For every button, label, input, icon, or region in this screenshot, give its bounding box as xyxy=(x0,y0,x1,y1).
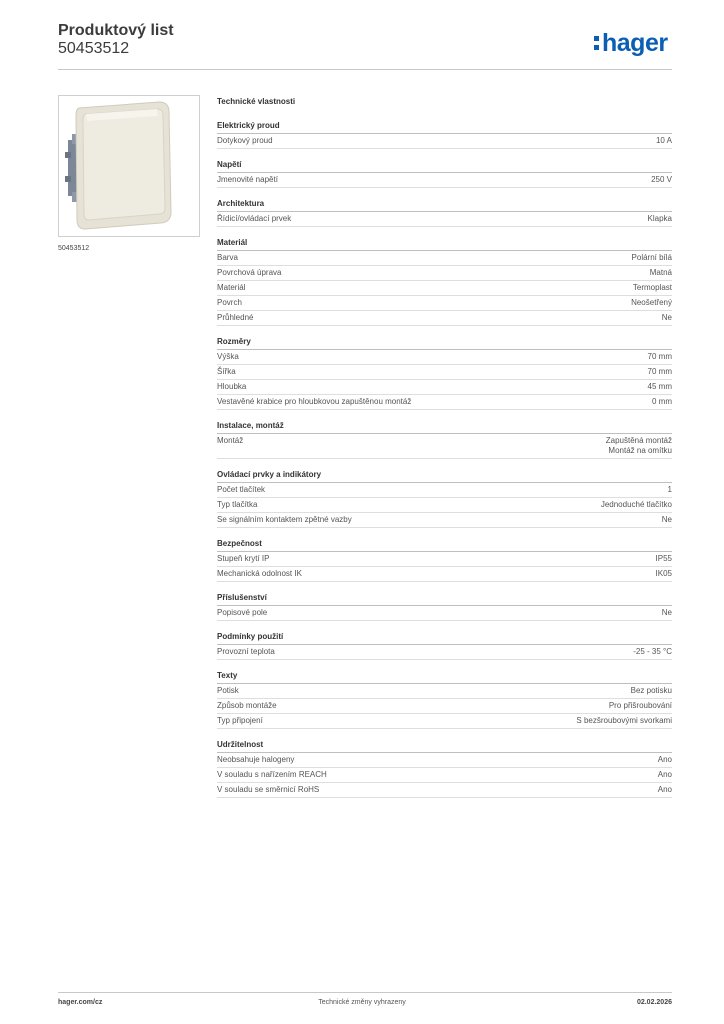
spec-value xyxy=(658,770,672,780)
spec-group xyxy=(217,120,672,149)
spec-row xyxy=(217,645,672,660)
spec-value-line: S bezšroubovými svorkami xyxy=(576,716,672,725)
spec-row xyxy=(217,684,672,699)
spec-value-line: Ne xyxy=(661,313,672,322)
spec-label: Stupeň krytí IP xyxy=(217,554,270,563)
spec-label: Montáž xyxy=(217,436,244,445)
spec-row xyxy=(217,380,672,395)
spec-label: Jmenovité napětí xyxy=(217,175,278,184)
spec-value-line: Ne xyxy=(661,515,672,524)
spec-value xyxy=(648,214,672,224)
spec-value xyxy=(650,268,672,278)
spec-row xyxy=(217,483,672,498)
spec-value xyxy=(601,500,672,510)
spec-label: Způsob montáže xyxy=(217,701,277,710)
spec-row xyxy=(217,552,672,567)
spec-row xyxy=(217,567,672,582)
spec-value xyxy=(656,136,672,146)
spec-value xyxy=(648,382,672,392)
spec-value xyxy=(662,515,672,525)
spec-value-line: Jednoduché tlačítko xyxy=(600,500,672,509)
spec-value xyxy=(662,313,672,323)
spec-group-title: Rozměry xyxy=(217,336,672,350)
spec-value-line: 70 mm xyxy=(647,367,672,376)
spec-value-line: Neošetřený xyxy=(631,298,672,307)
spec-label: Typ připojení xyxy=(217,716,263,725)
product-number: 50453512 xyxy=(58,40,130,57)
spec-value xyxy=(609,701,672,711)
spec-row xyxy=(217,266,672,281)
spec-value-line: 70 mm xyxy=(647,352,672,361)
spec-value xyxy=(648,352,672,362)
specifications-heading: Technické vlastnosti xyxy=(217,97,296,106)
spec-row xyxy=(217,395,672,410)
spec-group-title: Bezpečnost xyxy=(217,538,672,552)
spec-label: Mechanická odolnost IK xyxy=(217,569,302,578)
spec-group xyxy=(217,739,672,798)
spec-group-title: Ovládací prvky a indikátory xyxy=(217,469,672,483)
specifications xyxy=(217,96,672,808)
spec-value-line: Ano xyxy=(657,785,672,794)
product-image xyxy=(58,95,200,237)
spec-value-line: 10 A xyxy=(655,136,672,145)
spec-label: Povrch xyxy=(217,298,242,307)
spec-value xyxy=(656,569,672,579)
spec-label: Se signálním kontaktem zpětné vazby xyxy=(217,515,352,524)
spec-row xyxy=(217,134,672,149)
spec-value-line: Pro přišroubování xyxy=(608,701,672,710)
spec-value-line: 250 V xyxy=(651,175,672,184)
hager-logo xyxy=(594,28,668,58)
spec-group-title: Napětí xyxy=(217,159,672,173)
spec-row xyxy=(217,753,672,768)
spec-row xyxy=(217,350,672,365)
image-caption: 50453512 xyxy=(58,245,90,252)
spec-group-title: Instalace, montáž xyxy=(217,420,672,434)
spec-label: Potisk xyxy=(217,686,239,695)
spec-group-title: Texty xyxy=(217,670,672,684)
spec-group xyxy=(217,237,672,326)
spec-row xyxy=(217,434,672,459)
spec-value xyxy=(631,298,672,308)
spec-group xyxy=(217,420,672,459)
spec-value xyxy=(633,283,672,293)
spec-row xyxy=(217,513,672,528)
spec-value-line: Polární bílá xyxy=(631,253,672,262)
spec-label: Barva xyxy=(217,253,238,262)
spec-label: Řídicí/ovládací prvek xyxy=(217,214,292,223)
spec-group xyxy=(217,538,672,582)
spec-value-line: Ano xyxy=(657,755,672,764)
spec-value-line: Bez potisku xyxy=(630,686,672,695)
spec-value-line: Ano xyxy=(657,770,672,779)
spec-row xyxy=(217,714,672,729)
spec-value xyxy=(632,253,672,263)
spec-value-line: 45 mm xyxy=(647,382,672,391)
spec-value-line: Klapka xyxy=(647,214,672,223)
spec-value xyxy=(651,175,672,185)
spec-row xyxy=(217,365,672,380)
spec-label: Počet tlačítek xyxy=(217,485,266,494)
spec-value xyxy=(662,608,672,618)
logo-dots-icon xyxy=(594,36,599,50)
spec-label: Materiál xyxy=(217,283,246,292)
spec-group xyxy=(217,631,672,660)
spec-group-title: Podmínky použití xyxy=(217,631,672,645)
footer-note: Technické změny vyhrazeny xyxy=(318,999,406,1006)
spec-row xyxy=(217,606,672,621)
spec-label: Povrchová úprava xyxy=(217,268,282,277)
spec-row xyxy=(217,251,672,266)
spec-label: V souladu se směrnicí RoHS xyxy=(217,785,320,794)
spec-row xyxy=(217,212,672,227)
spec-group xyxy=(217,159,672,188)
spec-value xyxy=(658,755,672,765)
spec-value-line: Termoplast xyxy=(632,283,672,292)
spec-value xyxy=(648,367,672,377)
spec-value-line: IP55 xyxy=(655,554,672,563)
spec-label: Provozní teplota xyxy=(217,647,275,656)
spec-value-line: -25 - 35 °C xyxy=(633,647,672,656)
spec-label: Hloubka xyxy=(217,382,247,391)
spec-label: Průhledné xyxy=(217,313,254,322)
spec-value xyxy=(658,785,672,795)
spec-label: Neobsahuje halogeny xyxy=(217,755,295,764)
footer-divider xyxy=(58,992,672,993)
spec-value-line: IK05 xyxy=(655,569,672,578)
spec-value xyxy=(656,554,672,564)
header-divider xyxy=(58,69,672,70)
spec-value-line: Montáž na omítku xyxy=(608,446,672,455)
spec-label: Šířka xyxy=(217,367,236,376)
spec-value-line: 1 xyxy=(667,485,672,494)
switch-product-icon xyxy=(59,96,199,236)
spec-value-line: Zapuštěná montáž xyxy=(605,436,672,445)
spec-value xyxy=(668,485,672,495)
spec-row xyxy=(217,281,672,296)
footer-site: hager.com/cz xyxy=(58,999,103,1006)
spec-label: Typ tlačítka xyxy=(217,500,258,509)
spec-group xyxy=(217,670,672,729)
spec-group xyxy=(217,336,672,410)
spec-value xyxy=(606,436,672,456)
spec-value xyxy=(633,647,672,657)
logo-text: hager xyxy=(602,28,668,57)
spec-value-line: 0 mm xyxy=(652,397,672,406)
spec-row xyxy=(217,699,672,714)
spec-group-title: Udržitelnost xyxy=(217,739,672,753)
spec-label: Výška xyxy=(217,352,239,361)
spec-group xyxy=(217,592,672,621)
spec-group-title: Elektrický proud xyxy=(217,120,672,134)
spec-row xyxy=(217,768,672,783)
spec-group xyxy=(217,198,672,227)
spec-label: Popisové pole xyxy=(217,608,268,617)
spec-group-title: Materiál xyxy=(217,237,672,251)
spec-row xyxy=(217,296,672,311)
spec-value xyxy=(631,686,672,696)
spec-label: Dotykový proud xyxy=(217,136,273,145)
spec-value-line: Matná xyxy=(649,268,672,277)
footer-date: 02.02.2026 xyxy=(636,999,672,1006)
spec-row xyxy=(217,498,672,513)
spec-group-title: Příslušenství xyxy=(217,592,672,606)
spec-label: Vestavěné krabice pro hloubkovou zapuštěnou montáž xyxy=(217,397,412,406)
spec-label: V souladu s nařízením REACH xyxy=(217,770,327,779)
spec-row xyxy=(217,783,672,798)
page-title: Produktový list xyxy=(58,22,174,39)
spec-value xyxy=(652,397,672,407)
spec-row xyxy=(217,173,672,188)
spec-row xyxy=(217,311,672,326)
spec-value xyxy=(576,716,672,726)
spec-value-line: Ne xyxy=(661,608,672,617)
spec-group xyxy=(217,469,672,528)
spec-group-title: Architektura xyxy=(217,198,672,212)
